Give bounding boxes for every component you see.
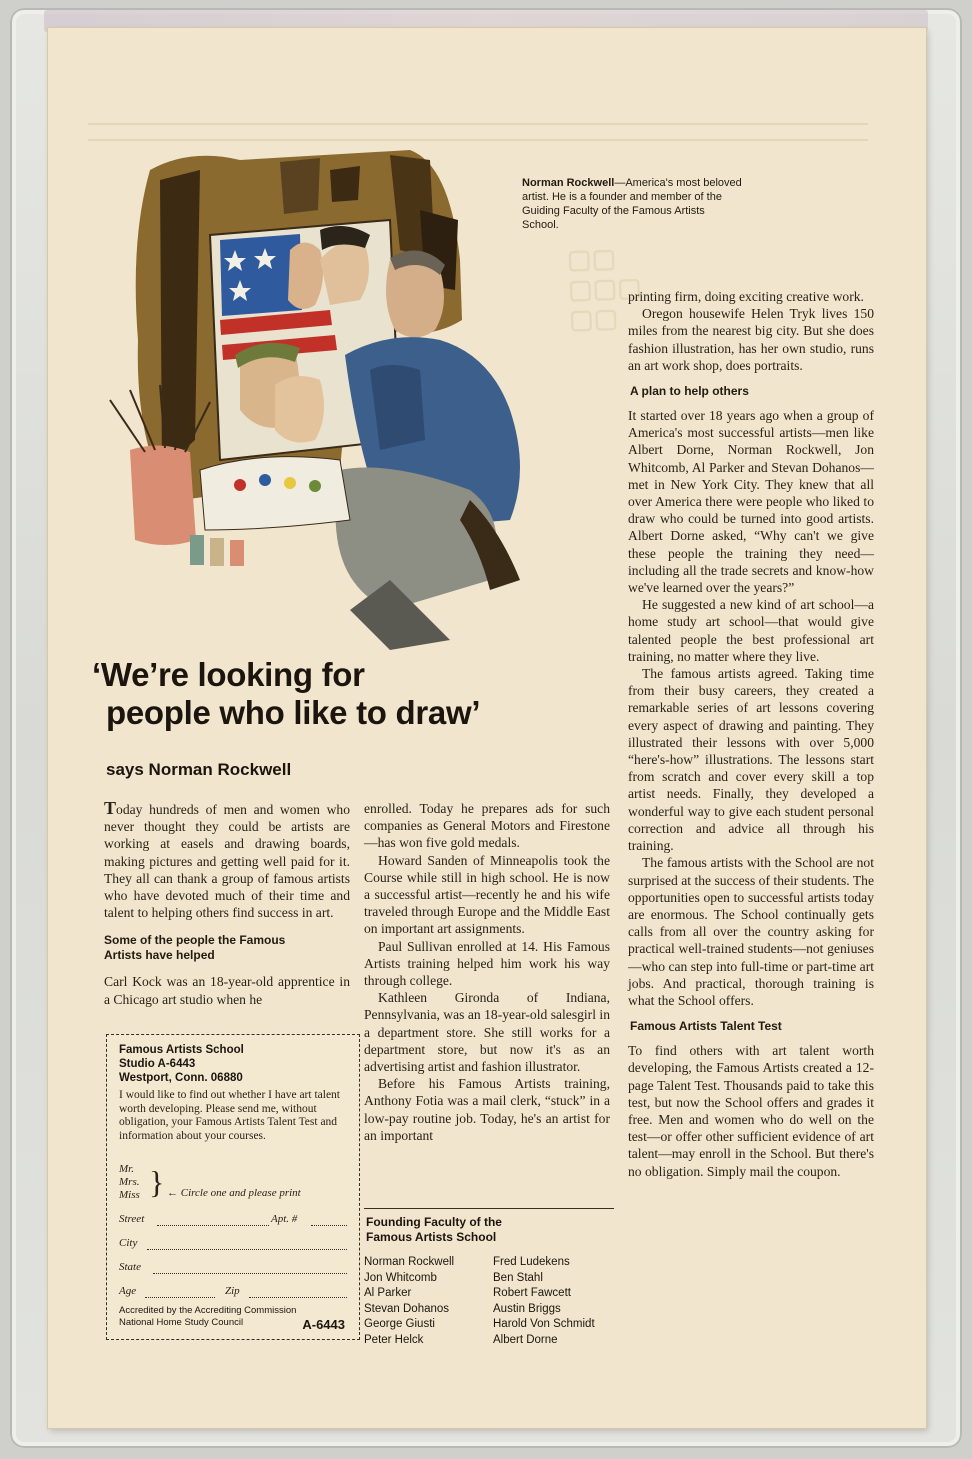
- column-1: [104, 800, 350, 1008]
- plan-heading: A plan to help others: [630, 384, 749, 399]
- col2-paragraph-4: Kathleen Gironda of Indiana, Pennsylvania, was an 18-year-old salesgirl in a department store. She still works for a department store, but now it's as an advertising artist and fashion illustrator.: [364, 990, 610, 1075]
- faculty-member: Albert Dorne: [493, 1333, 558, 1346]
- coupon-city: Westport, Conn. 06880: [119, 1072, 243, 1084]
- rockwell-painting-illustration: [90, 140, 590, 670]
- circle-instruction: ← Circle one and please print: [167, 1187, 301, 1199]
- col3-paragraph-1: Oregon housewife Helen Tryk lives 150 miles from the nearest big city. But she does fashion illustration, has her own studio, runs an art work shop, does portraits.: [628, 306, 874, 373]
- intro-paragraph: [104, 800, 350, 921]
- drop-cap: T: [104, 798, 117, 818]
- brace-glyph: }: [149, 1164, 165, 1200]
- faculty-columns: [364, 1255, 622, 1349]
- coupon-studio: Studio A-6443: [119, 1058, 196, 1070]
- faculty-heading: Founding Faculty of the Famous Artists School: [366, 1215, 502, 1244]
- zip-field[interactable]: [249, 1297, 347, 1298]
- coupon-code: A-6443: [302, 1317, 345, 1332]
- headline-line-2: people who like to draw’: [106, 694, 481, 731]
- headline-line-1: ‘We’re looking for: [92, 656, 365, 693]
- faculty-member: Harold Von Schmidt: [493, 1318, 595, 1331]
- bleed-through-shadow-2: [88, 123, 868, 141]
- accreditation-line-1: Accredited by the Accrediting Commission: [119, 1305, 297, 1316]
- age-label: Age: [119, 1285, 137, 1297]
- faculty-member: Norman Rockwell: [364, 1256, 455, 1268]
- city-label: City: [119, 1237, 138, 1249]
- faculty-member: Ben Stahl: [493, 1271, 543, 1284]
- state-field[interactable]: [153, 1273, 347, 1274]
- title-options[interactable]: [119, 1163, 140, 1202]
- option-miss[interactable]: Miss: [119, 1189, 140, 1201]
- zip-label: Zip: [225, 1285, 240, 1297]
- faculty-member: George Giusti: [364, 1318, 435, 1331]
- faculty-rule: [364, 1208, 614, 1209]
- col2-paragraph-2: Howard Sanden of Minneapolis took the Course while still in high school. He is now a successful artist—recently he and his wife traveled through Europe and the Middle East on important art assignments.: [364, 852, 610, 937]
- age-field[interactable]: [145, 1297, 215, 1298]
- option-mr[interactable]: Mr.: [119, 1163, 134, 1175]
- illustration-caption: [522, 176, 742, 232]
- caption-text: —America's most beloved artist. He is a founder and member of the Guiding Faculty of the Famous Artists School.: [522, 177, 742, 231]
- bleed-through-shadow: ▢▢ ▢▢▢ ▢▢: [566, 242, 643, 335]
- helped-heading: Some of the people the Famous Artists have helped: [104, 933, 286, 963]
- coupon-message: I would like to find out whether I have art talent worth developing. Please send me, without obligation, your Famous Artists Talent Test and information about your courses.: [119, 1089, 340, 1142]
- faculty-member: Austin Briggs: [493, 1302, 561, 1315]
- faculty-member: Fred Ludekens: [493, 1256, 570, 1268]
- kock-paragraph: Carl Kock was an 18-year-old apprentice in a Chicago art studio when he: [104, 974, 350, 1007]
- city-field[interactable]: [147, 1249, 347, 1250]
- column-2: [364, 800, 610, 1144]
- col3-paragraph-5: The famous artists with the School are not surprised at the success of their students. The opportunities open to successful artists today are enormous. The School continually gets calls from all over the country asking for practical well-trained students—not geniuses—who can step into full-time or part-time art jobs. And practical, thorough training is what the School offers.: [628, 855, 874, 1008]
- apt-field[interactable]: [311, 1225, 347, 1226]
- faculty-member: Al Parker: [364, 1287, 412, 1300]
- caption-name: Norman Rockwell: [522, 177, 615, 189]
- subheadline: says Norman Rockwell: [106, 760, 292, 779]
- coupon-address: [119, 1043, 244, 1085]
- col2-paragraph-1: enrolled. Today he prepares ads for such companies as General Motors and Firestone—has won five gold medals.: [364, 801, 610, 851]
- option-mrs[interactable]: Mrs.: [119, 1176, 140, 1188]
- street-field[interactable]: [157, 1225, 269, 1226]
- col2-paragraph-5: Before his Famous Artists training, Anthony Fotia was a mail clerk, “stuck” in a low-pay routine job. Today, he's an artist for an important: [364, 1076, 610, 1143]
- faculty-member: Robert Fawcett: [493, 1287, 571, 1300]
- faculty-right-list: [493, 1255, 622, 1349]
- mail-coupon: [106, 1034, 360, 1340]
- accreditation-line-2: National Home Study Council: [119, 1317, 244, 1328]
- state-label: State: [119, 1261, 141, 1273]
- headline: [92, 656, 612, 732]
- accreditation: [119, 1305, 296, 1329]
- faculty-member: Peter Helck: [364, 1333, 424, 1346]
- talent-test-heading: Famous Artists Talent Test: [630, 1019, 782, 1034]
- column-3: [628, 288, 874, 1180]
- coupon-school: Famous Artists School: [119, 1044, 244, 1056]
- faculty-member: Jon Whitcomb: [364, 1271, 437, 1284]
- col3-paragraph-6: To find others with art talent worth developing, the Famous Artists created a 12-page Talent Test. Thousands paid to take this test, but now the School offers and grades it free. Men and women who do well on the test—or offer other sufficient evidence of art talent—may enroll in the School. But there's no obligation. Simply mail the coupon.: [628, 1043, 874, 1179]
- col3-paragraph-3: He suggested a new kind of art school—a home study art school—that would give talented people the best professional art training, no matter where they live.: [628, 597, 874, 664]
- col3-paragraph-0: printing firm, doing exciting creative work.: [628, 289, 864, 304]
- street-label: Street: [119, 1213, 145, 1225]
- col3-paragraph-2: It started over 18 years ago when a group of America's most successful artists—men like Albert Dorne, Norman Rockwell, Jon Whitcomb, Al Parker and Stevan Dohanos—met in New York City. They knew that all over America there were people who liked to draw who could be turned into good artists. Albert Dorne asked, “Why can't we give these people the training they need—including all the trade secrets and know-how we've learned over the years?”: [628, 408, 874, 596]
- faculty-left-list: [364, 1255, 493, 1349]
- col3-paragraph-4: The famous artists agreed. Taking time from their busy careers, they created a remarkable series of art lessons covering every aspect of drawing and painting. They illustrated their lessons with over 5,000 “here's-how” illustrations. The lessons start from scratch and cover every skill a top artist needs. Finally, they developed a wonderful way to give each student personal correction and advice all through his training.: [628, 666, 874, 854]
- founding-faculty: [364, 1215, 622, 1349]
- apt-label: Apt. #: [271, 1213, 298, 1225]
- col2-paragraph-3: Paul Sullivan enrolled at 14. His Famous Artists training helped him work his way through college.: [364, 938, 610, 989]
- faculty-member: Stevan Dohanos: [364, 1302, 450, 1315]
- intro-text: oday hundreds of men and women who never thought they could be artists are working at easels and drawing boards, making pictures and getting well paid for it. They all can thank a group of famous artists who have devoted much of their time and talent to helping others find success in art.: [104, 802, 350, 921]
